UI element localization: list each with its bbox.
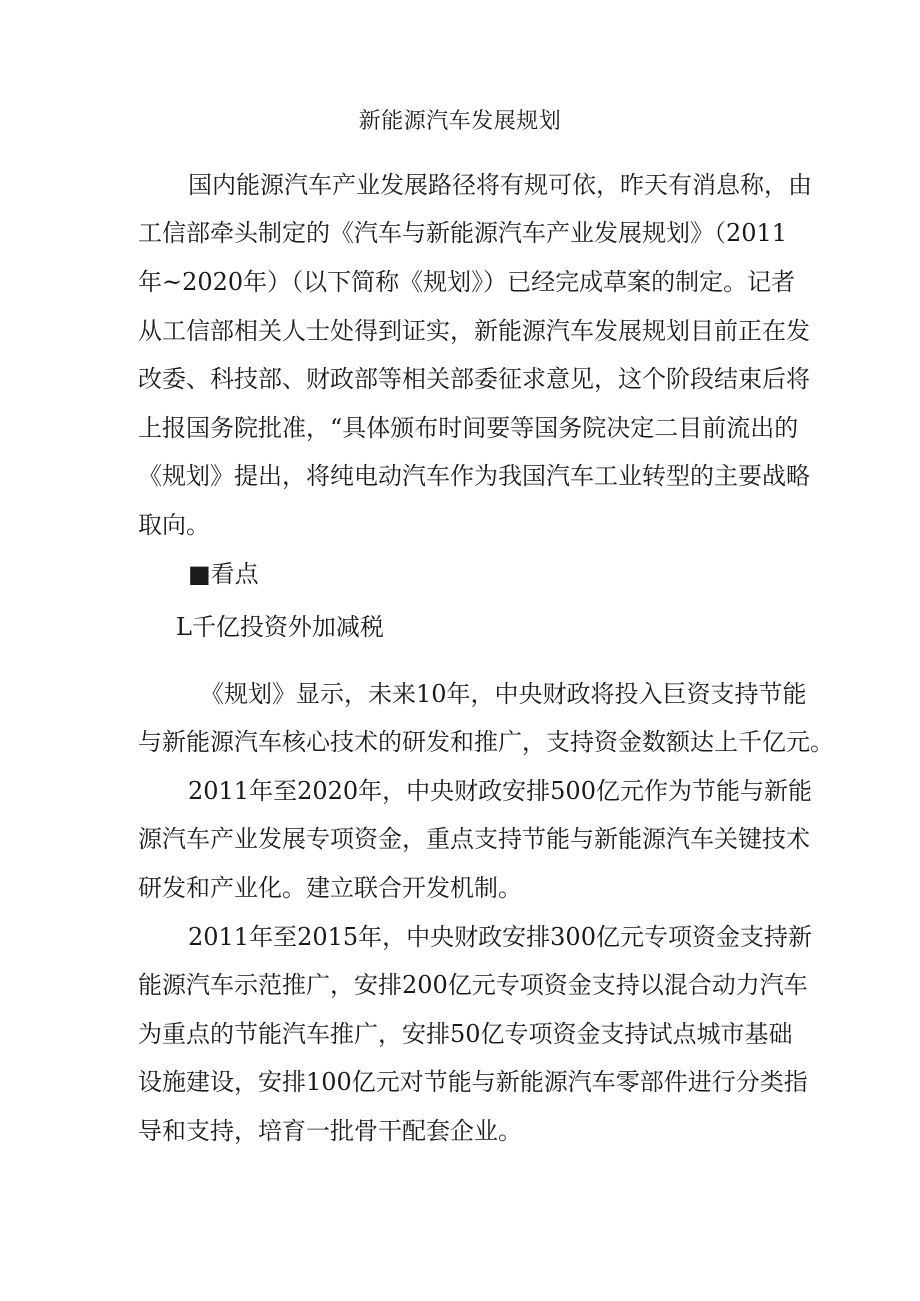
paragraph-4-line-5: 导和支持，培育一批骨干配套企业。 bbox=[138, 1117, 522, 1145]
paragraph-3-line-1: 2011年至2020年，中央财政安排500亿元作为节能与新能 bbox=[188, 777, 812, 805]
paragraph-4-line-4: 设施建设，安排100亿元对节能与新能源汽车零部件进行分类指 bbox=[138, 1068, 808, 1096]
paragraph-3-line-2: 源汽车产业发展专项资金，重点支持节能与新能源汽车关键技术 bbox=[138, 825, 810, 853]
paragraph-1-line-6: 上报国务院批准，“具体颁布时间要等国务院决定二目前流出的 bbox=[138, 414, 799, 442]
paragraph-1-line-2: 工信部牵头制定的《汽车与新能源汽车产业发展规划》（2011 bbox=[138, 219, 788, 247]
paragraph-3-line-3: 研发和产业化。建立联合开发机制。 bbox=[138, 874, 522, 902]
paragraph-2-line-2: 与新能源汽车核心技术的研发和推广，支持资金数额达上千亿元。 bbox=[138, 728, 834, 756]
paragraph-4-line-2: 能源汽车示范推广，安排200亿元专项资金支持以混合动力汽车 bbox=[138, 971, 808, 999]
paragraph-2-line-1: 《规划》显示，未来10年，中央财政将投入巨资支持节能 bbox=[200, 680, 807, 708]
paragraph-1-line-5: 改委、科技部、财政部等相关部委征求意见，这个阶段结束后将 bbox=[138, 365, 810, 393]
subheading: L千亿投资外加减税 bbox=[176, 613, 384, 641]
paragraph-1-line-4: 从工信部相关人士处得到证实，新能源汽车发展规划目前正在发 bbox=[138, 317, 810, 345]
paragraph-1-line-1: 国内能源汽车产业发展路径将有规可依，昨天有消息称，由 bbox=[188, 171, 812, 199]
document-title: 新能源汽车发展规划 bbox=[358, 109, 562, 134]
paragraph-1-line-3: 年~2020年）（以下简称《规划》）已经完成草案的制定。记者 bbox=[138, 268, 796, 296]
paragraph-4-line-1: 2011年至2015年，中央财政安排300亿元专项资金支持新 bbox=[188, 923, 812, 951]
paragraph-4-line-3: 为重点的节能汽车推广，安排50亿专项资金支持试点城市基础 bbox=[138, 1020, 793, 1048]
section-heading: ■看点 bbox=[188, 560, 259, 588]
paragraph-1-line-8: 取向。 bbox=[138, 511, 210, 539]
paragraph-1-line-7: 《规划》提出，将纯电动汽车作为我国汽车工业转型的主要战略 bbox=[138, 462, 810, 490]
